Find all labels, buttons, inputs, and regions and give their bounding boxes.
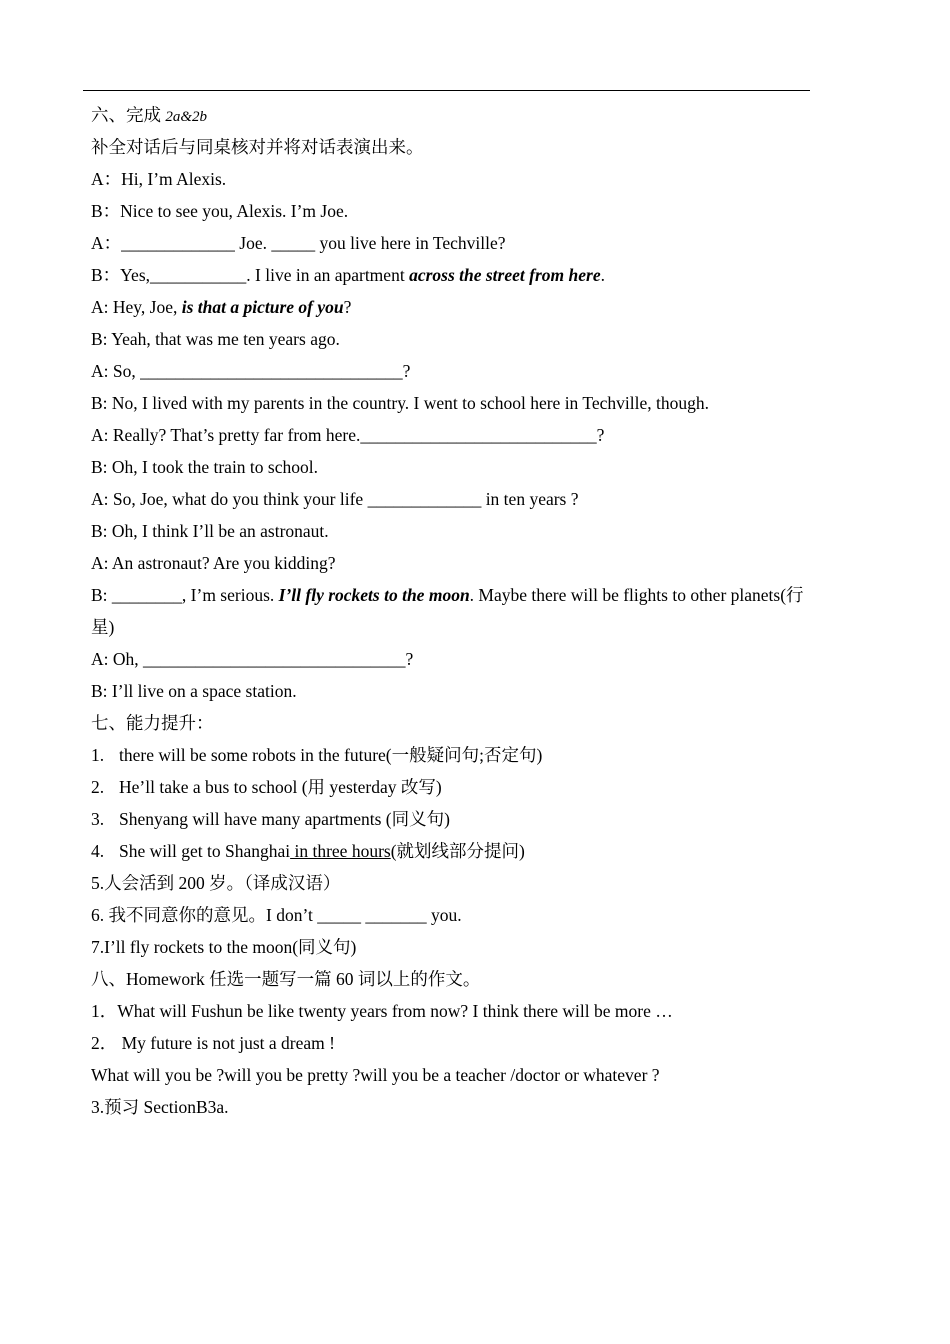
dialogue-line: A: So, ______________________________? <box>91 361 411 381</box>
exercise-item: 1. there will be some robots in the future(一般疑问句;否定句) <box>91 745 543 765</box>
dialogue-line: A: Hey, Joe, is that a picture of you? <box>91 297 352 317</box>
exercise-item: 5.人会活到 200 岁。（译成汉语） <box>91 873 341 893</box>
homework-item: What will you be ?will you be pretty ?will you be a teacher /doctor or whatever ? <box>91 1065 660 1085</box>
dialogue-line: B: No, I lived with my parents in the country. I went to school here in Techville, though. <box>91 393 709 413</box>
section-8-title: 八、Homework 任选一题写一篇 60 词以上的作文。 <box>91 969 481 989</box>
homework-item: 2． My future is not just a dream ! <box>91 1033 335 1053</box>
dialogue-line: B: Oh, I think I’ll be an astronaut. <box>91 521 329 541</box>
dialogue-line: B: Yeah, that was me ten years ago. <box>91 329 340 349</box>
section-6-instruction: 补全对话后与同桌核对并将对话表演出来。 <box>91 137 424 157</box>
dialogue-line: B: I’ll live on a space station. <box>91 681 297 701</box>
dialogue-line: A: Oh, ______________________________? <box>91 649 414 669</box>
homework-item: 1．What will Fushun be like twenty years from now? I think there will be more … <box>91 1001 673 1021</box>
dialogue-line: A：Hi, I’m Alexis. <box>91 169 227 189</box>
worksheet-content <box>91 99 805 1123</box>
section-7-title: 七、能力提升： <box>91 713 214 733</box>
exercise-item: 4. She will get to Shanghai in three hours(就划线部分提问) <box>91 841 525 861</box>
header-rule <box>83 90 810 91</box>
exercise-item: 3. Shenyang will have many apartments (同义句) <box>91 809 450 829</box>
dialogue-line: B：Nice to see you, Alexis. I’m Joe. <box>91 201 349 221</box>
dialogue-line: B: ________, I’m serious. I’ll fly rockets to the moon. Maybe there will be flights to other planets(行星) <box>91 585 804 637</box>
dialogue-line: A：_____________ Joe. _____ you live here in Techville? <box>91 233 506 253</box>
dialogue-line: B: Oh, I took the train to school. <box>91 457 318 477</box>
exercise-item: 6. 我不同意你的意见。I don’t _____ _______ you. <box>91 905 462 925</box>
underlined-phrase: in three hours <box>290 841 391 861</box>
section-6-title: 六、完成 2a&2b <box>91 105 208 125</box>
dialogue-line: A: An astronaut? Are you kidding? <box>91 553 336 573</box>
dialogue-line: A: Really? That’s pretty far from here.___________________________? <box>91 425 605 445</box>
dialogue-line: B：Yes,___________. I live in an apartment across the street from here. <box>91 265 605 285</box>
homework-item: 3.预习 SectionB3a. <box>91 1097 229 1117</box>
dialogue-line: A: So, Joe, what do you think your life _____________ in ten years ? <box>91 489 579 509</box>
exercise-item: 2. He’ll take a bus to school (用 yesterday 改写) <box>91 777 442 797</box>
exercise-item: 7.I’ll fly rockets to the moon(同义句) <box>91 937 357 957</box>
